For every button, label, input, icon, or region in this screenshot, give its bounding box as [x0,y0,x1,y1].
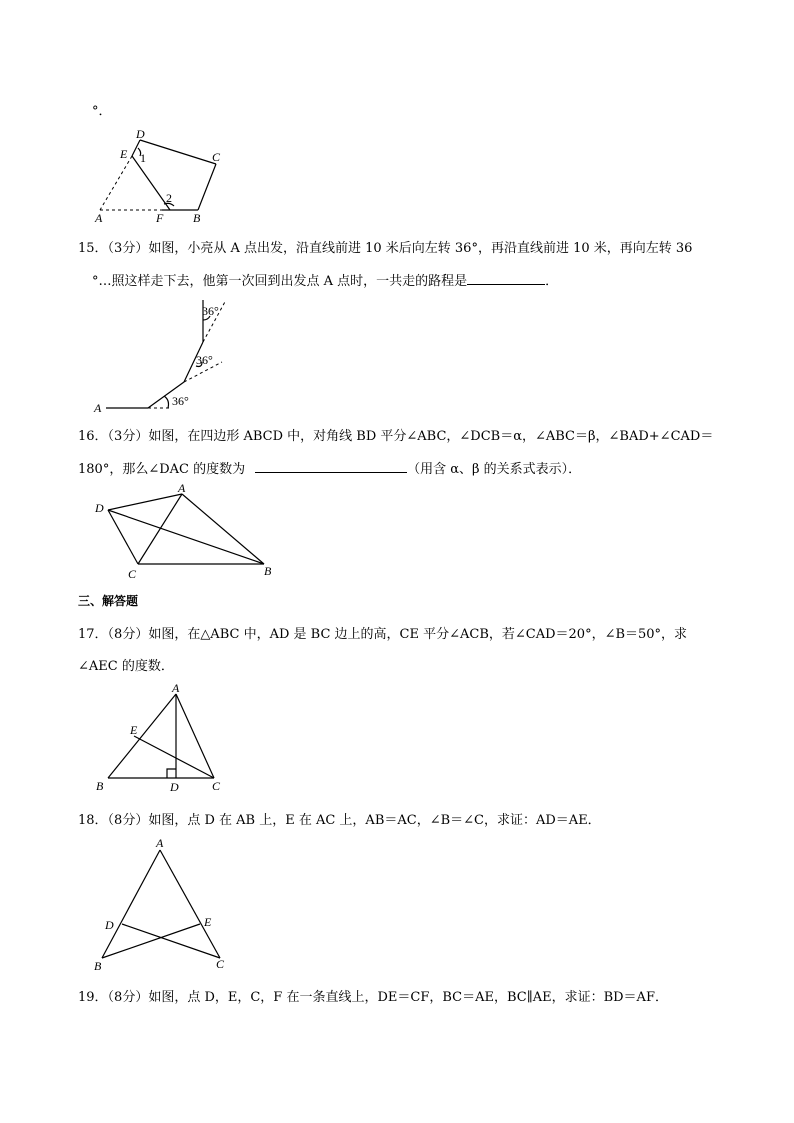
q17-figure [90,682,240,792]
q17-label-E: E [130,723,138,737]
q19-line1: 19．（8分）如图，点 D，E，C，F 在一条直线上，DE＝CF，BC＝AE，BC∥AE，求证：BD＝AF． [78,990,668,1005]
q14-label-A: A [95,211,103,225]
q18-label-D: D [105,918,114,932]
q15-angle-1: 36° [172,394,189,408]
q14-figure [90,124,230,224]
q14-label-E: E [120,147,128,161]
q14-label-2: 2 [166,191,172,205]
q15-line2-suffix: ． [545,274,559,289]
q15-figure [92,296,242,416]
q15-label-A: A [94,401,102,415]
q16-line1: 16．（3分）如图，在四边形 ABCD 中，对角线 BD 平分∠ABC，∠DCB＝α，∠ABC＝β，∠BAD+∠CAD＝ [78,429,714,444]
q16-figure [92,480,282,580]
q15-line2-prefix: °…照这样走下去，他第一次回到出发点 A 点时，一共走的路程是 [92,274,468,289]
q18-label-E: E [204,915,212,929]
q17-label-B: B [96,779,104,793]
q16-answer-blank[interactable] [255,471,407,473]
q18-line1: 18．（8分）如图，点 D 在 AB 上，E 在 AC 上，AB＝AC，∠B＝∠C，求证：AD＝AE． [78,813,601,828]
q16-label-A: A [178,481,186,495]
q16-label-C: C [128,567,137,581]
q17-line1: 17．（8分）如图，在△ABC 中，AD 是 BC 边上的高，CE 平分∠ACB，若∠CAD＝20°，∠B＝50°，求 [78,627,688,642]
q14-label-1: 1 [140,151,146,165]
q15-answer-blank[interactable] [467,283,545,285]
q17-label-D: D [170,780,179,794]
q14-label-F: F [156,211,164,225]
q17-line2: ∠AEC 的度数． [78,659,174,674]
q16-label-D: D [95,501,104,515]
q18-label-B: B [94,959,102,973]
q17-label-A: A [172,681,180,695]
q14-label-D: D [136,127,145,141]
q14-label-C: C [212,150,221,164]
q15-angle-2: 36° [196,353,213,367]
q16-label-B: B [264,564,272,578]
q16-line2-prefix: 180°，那么∠DAC 的度数为 [78,462,246,477]
section-3-heading: 三、解答题 [78,594,139,608]
q15-angle-3: 36° [202,304,219,318]
q14-label-B: B [193,211,201,225]
q15-line1: 15．（3分）如图，小亮从 A 点出发，沿直线前进 10 米后向左转 36°，再沿直线前进 10 米，再向左转 36 [78,241,693,256]
q18-figure [88,836,238,976]
q18-label-A: A [156,836,164,850]
q18-label-C: C [216,957,225,971]
q15-line2 [92,270,558,289]
q16-line2 [78,458,581,477]
q14-tail-text: °． [92,104,112,119]
q17-label-C: C [212,779,221,793]
q16-line2-suffix: （用含 α、β 的关系式表示）． [407,462,582,477]
